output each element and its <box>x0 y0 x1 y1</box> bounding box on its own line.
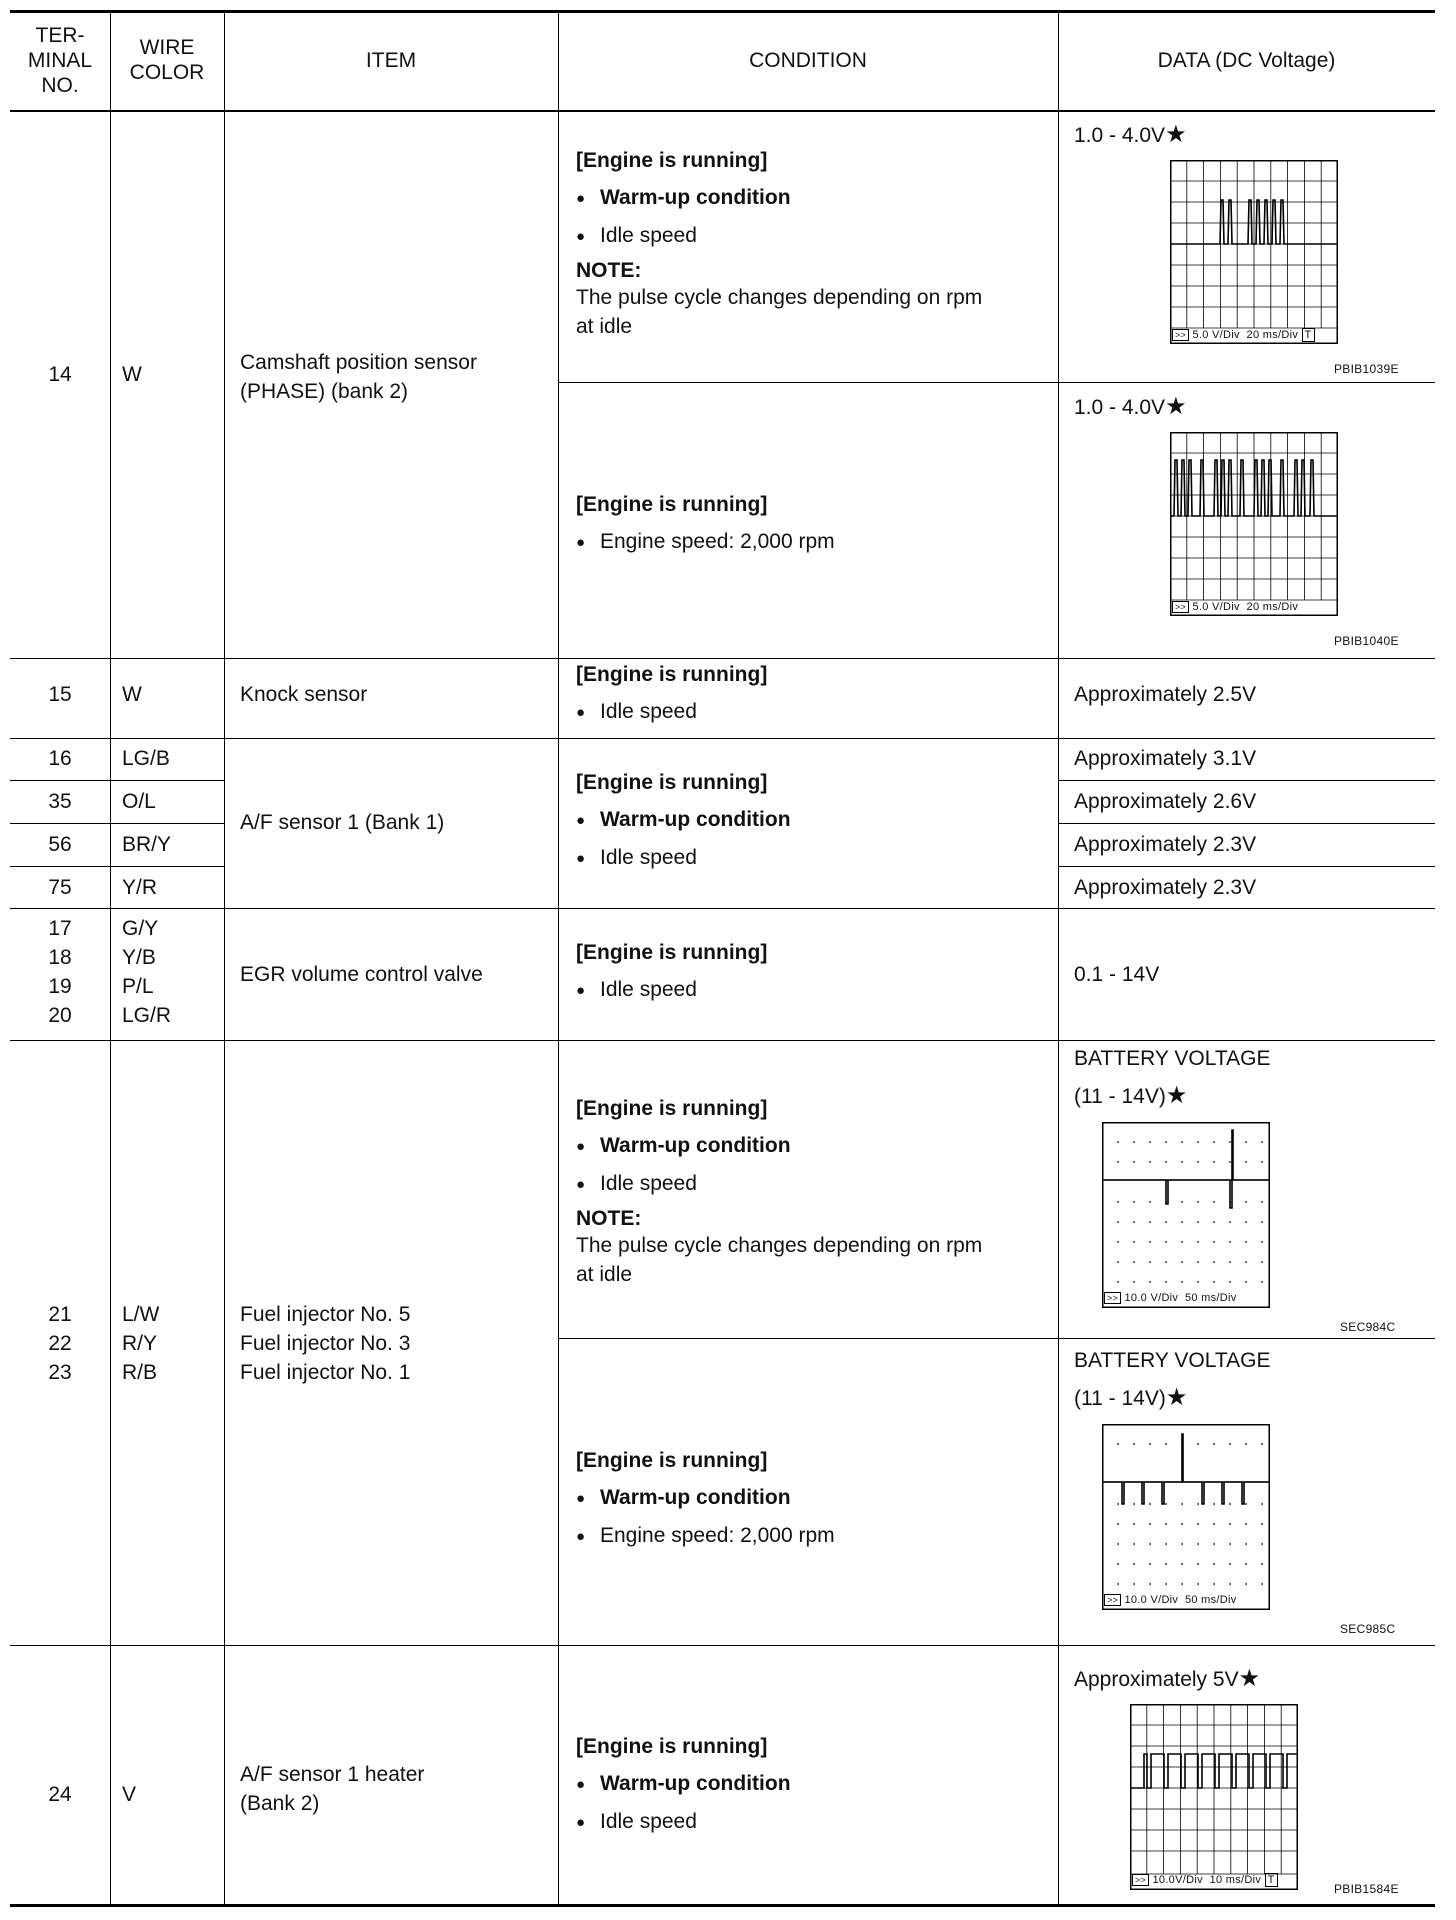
condition-block <box>576 1094 982 1289</box>
item-name: Knock sensor <box>240 683 368 706</box>
condition-bullet: ● Warm-up condition <box>576 1131 982 1161</box>
figure-code: PBIB1040E <box>1334 634 1399 648</box>
wire-color: G/Y Y/B P/L LG/R <box>122 917 172 1027</box>
condition-heading: [Engine is running] <box>576 771 768 794</box>
condition-bullet: ● Engine speed: 2,000 rpm <box>576 527 835 557</box>
data-value <box>1074 1346 1270 1413</box>
volts-per-div: 5.0 V/Div <box>1192 601 1240 613</box>
star-icon: ★ <box>1165 1082 1188 1109</box>
condition-heading: [Engine is running] <box>576 149 768 172</box>
time-per-div: 50 ms/Div <box>1184 1292 1237 1304</box>
data-value <box>1074 392 1187 422</box>
note-text: The pulse cycle changes depending on rpm at idle <box>576 286 983 338</box>
data-value: Approximately 2.5V <box>1074 683 1257 706</box>
condition-bullet: ● Idle speed <box>576 843 791 873</box>
wire-color: O/L <box>122 790 156 813</box>
terminal-number: 17 18 19 20 <box>48 917 72 1027</box>
terminal-number: 24 <box>48 1783 72 1806</box>
data-value <box>1074 1044 1270 1111</box>
star-icon: ★ <box>1165 1384 1188 1411</box>
figure-code: PBIB1584E <box>1334 1882 1399 1896</box>
condition-bullet: ● Idle speed <box>576 975 767 1005</box>
condition-bullet: ● Idle speed <box>576 1169 982 1199</box>
time-per-div: 20 ms/Div <box>1246 329 1299 341</box>
wire-color: W <box>122 363 142 386</box>
data-value: Approximately 2.3V <box>1074 833 1257 856</box>
volts-per-div: 10.0 V/Div <box>1124 1292 1179 1304</box>
header-terminal-no: TER- MINAL NO. <box>27 23 93 97</box>
note-label: NOTE: <box>576 259 642 282</box>
condition-bullet: ● Warm-up condition <box>576 805 791 835</box>
terminal-number: 14 <box>48 363 72 386</box>
volts-per-div: 5.0 V/Div <box>1192 329 1240 341</box>
wire-color: W <box>122 683 142 706</box>
condition-heading: [Engine is running] <box>576 1449 768 1472</box>
terminal-number: 56 <box>48 833 72 856</box>
condition-bullet: ● Warm-up condition <box>576 183 982 213</box>
voltage-range: (11 - 14V) <box>1074 1085 1166 1108</box>
time-per-div: 10 ms/Div <box>1209 1874 1262 1886</box>
wire-color: V <box>122 1783 137 1806</box>
oscilloscope-waveform: >> 10.0 V/Div 50 ms/Div <box>1102 1424 1270 1610</box>
star-icon: ★ <box>1165 393 1187 420</box>
condition-bullet: ● Warm-up condition <box>576 1483 835 1513</box>
condition-block <box>576 938 767 1005</box>
volts-per-div: 10.0V/Div <box>1152 1874 1203 1886</box>
condition-heading: [Engine is running] <box>576 493 768 516</box>
figure-code: SEC985C <box>1340 1622 1396 1636</box>
condition-block <box>576 146 982 341</box>
star-icon: ★ <box>1165 121 1187 148</box>
voltage-range: (11 - 14V) <box>1074 1387 1166 1410</box>
terminal-number: 21 22 23 <box>48 1303 72 1384</box>
terminal-number: 75 <box>48 876 72 899</box>
data-value <box>1074 120 1187 150</box>
terminal-number: 15 <box>48 683 72 706</box>
condition-block <box>576 490 835 557</box>
voltage-text: 1.0 - 4.0V <box>1074 124 1166 147</box>
header-item: ITEM <box>365 48 417 72</box>
wire-color: LG/B <box>122 747 170 770</box>
condition-bullet: ● Idle speed <box>576 221 982 251</box>
wire-color: L/W R/Y R/B <box>122 1303 160 1384</box>
time-per-div: 50 ms/Div <box>1184 1594 1237 1606</box>
condition-bullet: ● Engine speed: 2,000 rpm <box>576 1521 835 1551</box>
volts-per-div: 10.0 V/Div <box>1124 1594 1179 1606</box>
item-name: Camshaft position sensor (PHASE) (bank 2) <box>240 351 477 403</box>
voltage-text: 1.0 - 4.0V <box>1074 396 1166 419</box>
condition-heading: [Engine is running] <box>576 663 768 686</box>
terminal-data-table <box>10 10 1435 1908</box>
terminal-number: 16 <box>48 747 72 770</box>
data-value: Approximately 3.1V <box>1074 747 1257 770</box>
time-per-div: 20 ms/Div <box>1246 601 1299 613</box>
condition-bullet: ● Idle speed <box>576 697 767 727</box>
wire-color: BR/Y <box>122 833 172 856</box>
data-value <box>1074 1664 1260 1694</box>
condition-block <box>576 1446 835 1551</box>
condition-heading: [Engine is running] <box>576 1097 768 1120</box>
terminal-number: 35 <box>48 790 72 813</box>
condition-heading: [Engine is running] <box>576 1735 768 1758</box>
data-value: 0.1 - 14V <box>1074 963 1160 986</box>
voltage-text: BATTERY VOLTAGE <box>1074 1349 1271 1372</box>
trigger-label: T <box>1265 1873 1278 1887</box>
figure-code: SEC984C <box>1340 1320 1396 1334</box>
header-data: DATA (DC Voltage) <box>1157 48 1336 72</box>
note-label: NOTE: <box>576 1207 642 1230</box>
condition-block <box>576 1732 791 1837</box>
header-wire-color: WIRE COLOR <box>129 36 205 84</box>
oscilloscope-waveform: >> 5.0 V/Div 20 ms/Div T <box>1170 160 1338 344</box>
item-name: A/F sensor 1 heater (Bank 2) <box>240 1763 425 1815</box>
oscilloscope-waveform: >> 5.0 V/Div 20 ms/Div <box>1170 432 1338 616</box>
condition-bullet: ● Idle speed <box>576 1807 791 1837</box>
condition-bullet: ● Warm-up condition <box>576 1769 791 1799</box>
voltage-text: BATTERY VOLTAGE <box>1074 1047 1271 1070</box>
condition-block <box>576 660 767 727</box>
item-name: A/F sensor 1 (Bank 1) <box>240 811 445 834</box>
item-name: EGR volume control valve <box>240 963 483 986</box>
trigger-label: T <box>1302 328 1315 342</box>
condition-block <box>576 768 791 873</box>
data-value: Approximately 2.3V <box>1074 876 1257 899</box>
data-value: Approximately 2.6V <box>1074 790 1257 813</box>
oscilloscope-waveform: >> 10.0V/Div 10 ms/Div T <box>1130 1704 1298 1890</box>
oscilloscope-waveform: >> 10.0 V/Div 50 ms/Div <box>1102 1122 1270 1308</box>
condition-heading: [Engine is running] <box>576 941 768 964</box>
figure-code: PBIB1039E <box>1334 362 1399 376</box>
star-icon: ★ <box>1238 1665 1261 1692</box>
voltage-text: Approximately 5V <box>1074 1668 1239 1691</box>
item-name: Fuel injector No. 5 Fuel injector No. 3 Fuel injector No. 1 <box>240 1303 411 1384</box>
note-text: The pulse cycle changes depending on rpm at idle <box>576 1234 983 1286</box>
wire-color: Y/R <box>122 876 158 899</box>
header-condition: CONDITION <box>749 48 867 72</box>
